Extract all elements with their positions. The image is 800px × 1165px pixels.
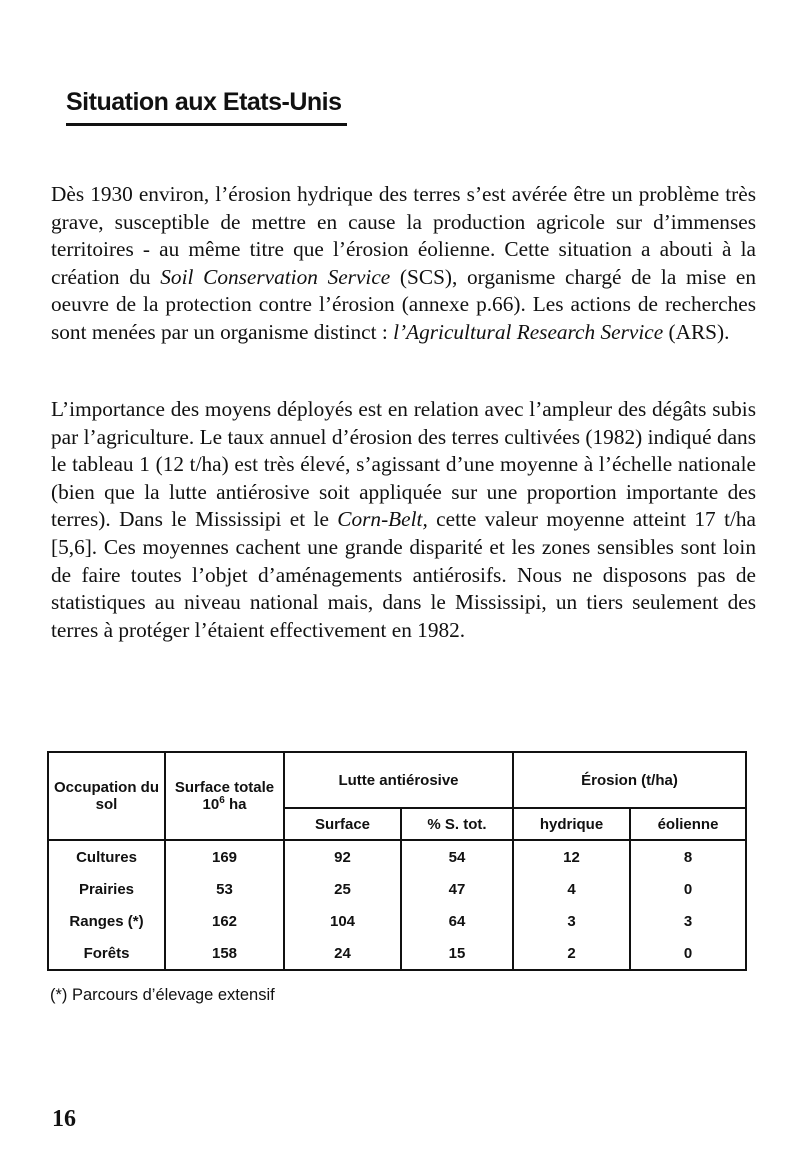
cell-lutte-surface: 25 bbox=[284, 873, 401, 905]
cell-lutte-pct: 47 bbox=[401, 873, 513, 905]
paragraph-1-text-c: (SCS), organisme chargé de la mise en oeuvre de la protection contre l’érosion (annexe p.66). Les actions de recherches sont menées par un organisme distinct : bbox=[51, 264, 756, 344]
paragraph-2-text-a: L’importance des moyens déployés est en relation avec l’ampleur des dégâts subis par l’agriculture. Le taux annuel d’érosion des terres cultivées (1982) indiqué dans le tableau 1 (12 t/ha) est très élevé, s’agissant d’une moyenne à l’échelle nationale (bien que la lutte antiérosive soit appliquée sur une proportion importante des terres). Dans le Mississipi et le bbox=[51, 397, 756, 532]
row-label: Prairies bbox=[48, 873, 165, 905]
header-surface-totale bbox=[165, 752, 284, 840]
cell-surface-totale: 162 bbox=[165, 905, 284, 937]
cell-surface-totale: 169 bbox=[165, 840, 284, 873]
paragraph-1 bbox=[51, 181, 756, 347]
cell-lutte-surface: 92 bbox=[284, 840, 401, 873]
paragraph-1-text-e: (ARS). bbox=[663, 319, 730, 344]
header-surface-label: Surface totale bbox=[174, 779, 275, 796]
header-surface-unit: ha bbox=[224, 796, 247, 813]
header-surface-unit-base: 10 bbox=[202, 796, 220, 813]
paragraph-1-text-a: Dès 1930 environ, l’érosion hydrique des terres s’est avérée être un problème très grave, susceptible de mettre en cause la production agricole sur d’immenses territoires - au même titre que l’érosion éolienne. Cette situation a abouti à la création du bbox=[51, 182, 756, 289]
cell-surface-totale: 158 bbox=[165, 937, 284, 970]
row-label: Forêts bbox=[48, 937, 165, 970]
cell-lutte-pct: 15 bbox=[401, 937, 513, 970]
cell-lutte-surface: 104 bbox=[284, 905, 401, 937]
table-row bbox=[48, 905, 746, 937]
header-occupation: Occupation du sol bbox=[48, 752, 165, 840]
cell-erosion-eolienne: 3 bbox=[630, 905, 746, 937]
subheader-eolienne: éolienne bbox=[630, 808, 746, 840]
title-underline bbox=[66, 123, 347, 126]
cell-surface-totale: 53 bbox=[165, 873, 284, 905]
paragraph-2 bbox=[51, 396, 756, 644]
page-number: 16 bbox=[52, 1106, 76, 1132]
paragraph-1-italic-scs: Soil Conservation Service bbox=[160, 264, 391, 289]
cell-erosion-hydrique: 3 bbox=[513, 905, 630, 937]
table-row bbox=[48, 840, 746, 873]
cell-erosion-hydrique: 12 bbox=[513, 840, 630, 873]
erosion-table bbox=[47, 751, 747, 971]
table-row bbox=[48, 873, 746, 905]
subheader-surface: Surface bbox=[284, 808, 401, 840]
cell-erosion-eolienne: 0 bbox=[630, 873, 746, 905]
paragraph-1-italic-ars: l’Agricultural Research Service bbox=[393, 319, 664, 344]
cell-lutte-pct: 54 bbox=[401, 840, 513, 873]
cell-lutte-surface: 24 bbox=[284, 937, 401, 970]
cell-erosion-hydrique: 2 bbox=[513, 937, 630, 970]
subheader-pct-s-tot: % S. tot. bbox=[401, 808, 513, 840]
subheader-hydrique: hydrique bbox=[513, 808, 630, 840]
cell-erosion-hydrique: 4 bbox=[513, 873, 630, 905]
cell-lutte-pct: 64 bbox=[401, 905, 513, 937]
paragraph-2-text-c: cette valeur moyenne atteint 17 t/ha [5,6]. Ces moyennes cachent une grande disparité et les zones sensibles sont loin de faire toutes l’objet d’aménagements antiérosifs. Nous ne disposons pas de statistiques au niveau national mais, dans le Mississipi, un tiers seulement des terres à protéger l’étaient effectivement en 1982. bbox=[51, 507, 756, 642]
cell-erosion-eolienne: 8 bbox=[630, 840, 746, 873]
paragraph-2-italic-cornbelt: Corn-Belt, bbox=[337, 507, 428, 532]
table-footnote: (*) Parcours d’élevage extensif bbox=[50, 986, 275, 1004]
row-label: Cultures bbox=[48, 840, 165, 873]
row-label: Ranges (*) bbox=[48, 905, 165, 937]
header-erosion: Érosion (t/ha) bbox=[513, 752, 746, 808]
cell-erosion-eolienne: 0 bbox=[630, 937, 746, 970]
header-lutte-antierosive: Lutte antiérosive bbox=[284, 752, 513, 808]
section-title: Situation aux Etats-Unis bbox=[66, 88, 342, 116]
header-surface-unit-exp: 6 bbox=[219, 795, 225, 806]
table-row bbox=[48, 937, 746, 970]
